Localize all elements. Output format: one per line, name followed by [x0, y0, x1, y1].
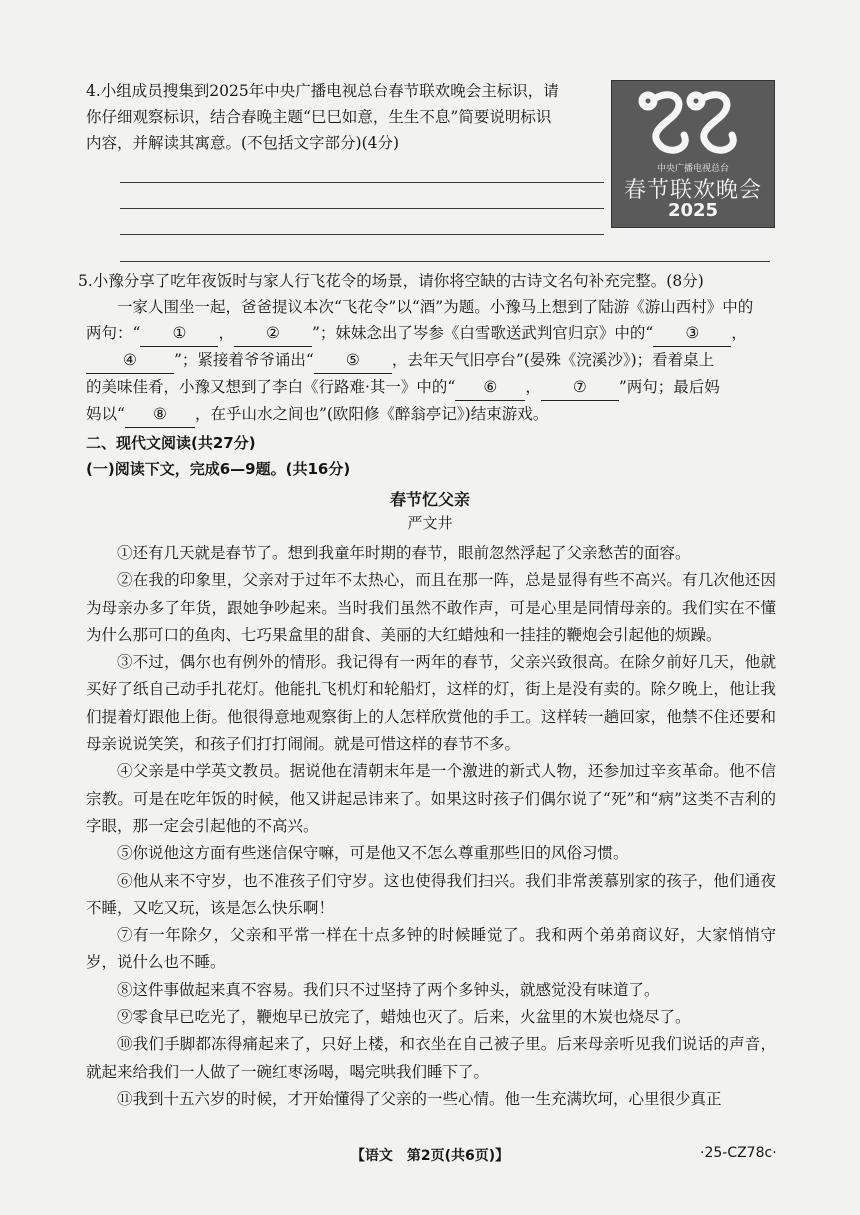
question-4 [86, 78, 606, 156]
page-footer: 【语文 第2页(共6页)】 [350, 1148, 510, 1164]
q5-text-6: 的美味佳肴，小豫又想到了李白《行路难·其一》中的“ [86, 378, 456, 396]
q5-prompt: 5.小豫分享了吃年夜饭时与家人行飞花令的场景，请你将空缺的古诗文名句补充完整。(8分) [78, 272, 704, 290]
article-paragraph: ⑪我到十五六岁的时候，才开始懂得了父亲的一些心情。他一生充满坎坷，心里很少真正 [117, 1089, 722, 1108]
q5-text-9: ，在乎山水之间也”(欧阳修《醉翁亭记》)结束游戏。 [194, 405, 549, 423]
article-paragraph: ⑩我们手脚都冻得痛起来了，只好上楼，和衣坐在自己被子里。后来母亲听见我们说话的声音，就起来给我们一人做了一碗红枣汤喝，喝完哄我们睡下了。 [86, 1035, 776, 1081]
q5-text-1: 一家人围坐一起，爸爸提议本次“飞花令”以“酒”为题。小豫马上想到了陆游《游山西村》中的 [117, 298, 754, 316]
logo-gala-text: 春节联欢晚会 [623, 178, 762, 203]
article-paragraph: ③不过，偶尔也有例外的情形。我记得有一两年的春节，父亲兴致很高。在除夕前好几天，他就买好了纸自己动手扎花灯。他能扎飞机灯和轮船灯，这样的灯，街上是没有卖的。除夕晚上，他让我们提着灯跟他上街。他很得意地观察街上的人怎样欣赏他的手工。这样转一趟回家，他禁不住还要和母亲说说笑笑，和孩子们打打闹闹。就是可惜这样的春节不多。 [86, 653, 776, 754]
blank-6[interactable]: ⑥ [455, 374, 525, 401]
answer-line-3[interactable] [120, 234, 604, 235]
article-paragraph: ②在我的印象里，父亲对于过年不太热心，而且在那一阵，总是显得有些不高兴。有几次他还因为母亲办多了年货，跟她争吵起来。当时我们虽然不敢作声，可是心里是同情母亲的。我们实在不懂为什么那可口的鱼肉、七巧果盒里的甜食、美丽的大红蜡烛和一挂挂的鞭炮会引起他的烦躁。 [86, 571, 776, 644]
blank-1[interactable]: ① [140, 320, 218, 347]
blank-5[interactable]: ⑤ [314, 347, 392, 374]
q5-text-4: ”；紧接着爷爷诵出“ [174, 351, 314, 369]
answer-line-2[interactable] [120, 208, 604, 209]
q5-comma-3: ， [525, 378, 541, 396]
question-5 [78, 268, 776, 428]
blank-8[interactable]: ⑧ [125, 401, 195, 428]
article-paragraph: ⑦有一年除夕，父亲和平常一样在十点多钟的时候睡觉了。我和两个弟弟商议好，大家悄悄守岁，说什么也不睡。 [86, 926, 776, 972]
article-paragraph: ⑨零食早已吃光了，鞭炮早已放完了，蜡烛也灭了。后来，火盆里的木炭也烧尽了。 [117, 1008, 691, 1027]
section-heading: 二、现代文阅读(共27分) [86, 434, 256, 452]
article-paragraph: ⑧这件事做起来真不容易。我们只不过坚持了两个多钟头，就感觉没有味道了。 [117, 980, 660, 999]
logo-year-text: 2025 [667, 200, 719, 221]
article-author: 严文井 [407, 514, 453, 532]
blank-7[interactable]: ⑦ [541, 374, 619, 401]
q5-comma-2: ， [731, 324, 747, 342]
logo-org-text: 中央广播电视总台 [656, 164, 729, 174]
answer-line-4[interactable] [120, 261, 770, 262]
blank-4[interactable]: ④ [86, 347, 174, 374]
article-paragraph: ④父亲是中学英文教员。据说他在清朝末年是一个激进的新式人物，还参加过辛亥革命。他不信宗教。可是在吃年饭的时候，他又讲起忌讳来了。如果这时孩子们偶尔说了“死”和“病”这类不吉利的字眼，那一定会引起他的不高兴。 [86, 762, 776, 835]
q5-text-8: 妈以“ [86, 405, 125, 423]
article-paragraph: ①还有几天就是春节了。想到我童年时期的春节，眼前忽然浮起了父亲愁苦的面容。 [117, 544, 691, 562]
q5-text-5: ，去年天气旧亭台”(晏殊《浣溪沙》)；看着桌上 [391, 351, 715, 369]
blank-3[interactable]: ③ [653, 320, 731, 347]
answer-line-1[interactable] [120, 182, 604, 183]
q4-line-3: 内容，并解读其寓意。(不包括文字部分)(4分) [86, 134, 400, 152]
article-paragraph: ⑤你说他这方面有些迷信保守嘛，可是他又不怎么尊重那些旧的风俗习惯。 [117, 844, 629, 863]
q5-text-7: ”两句；最后妈 [618, 378, 720, 396]
snake-ruyi-emblem-icon [612, 81, 774, 161]
paper-code: ·25-CZ78c· [700, 1145, 777, 1161]
q4-line-2: 你仔细观察标识，结合春晚主题“巳巳如意，生生不息”简要说明标识 [86, 108, 552, 126]
q5-text-3: ”；妹妹念出了岑参《白雪歌送武判官归京》中的“ [311, 324, 654, 342]
article-paragraph: ⑥他从来不守岁，也不准孩子们守岁。这也使得我们扫兴。我们非常羡慕别家的孩子，他们通夜不睡，又吃又玩，该是怎么快乐啊！ [86, 871, 776, 917]
q5-comma-1: ， [218, 324, 234, 342]
article-title: 春节忆父亲 [389, 490, 470, 509]
q4-line-1: 4.小组成员搜集到2025年中央广播电视总台春节联欢晚会主标识，请 [86, 82, 559, 100]
blank-2[interactable]: ② [234, 320, 312, 347]
q5-text-2: 两句：“ [86, 324, 141, 342]
article-body [86, 540, 776, 1113]
spring-gala-logo [611, 80, 775, 228]
subsection-heading: (一)阅读下文，完成6—9题。(共16分) [86, 460, 351, 478]
